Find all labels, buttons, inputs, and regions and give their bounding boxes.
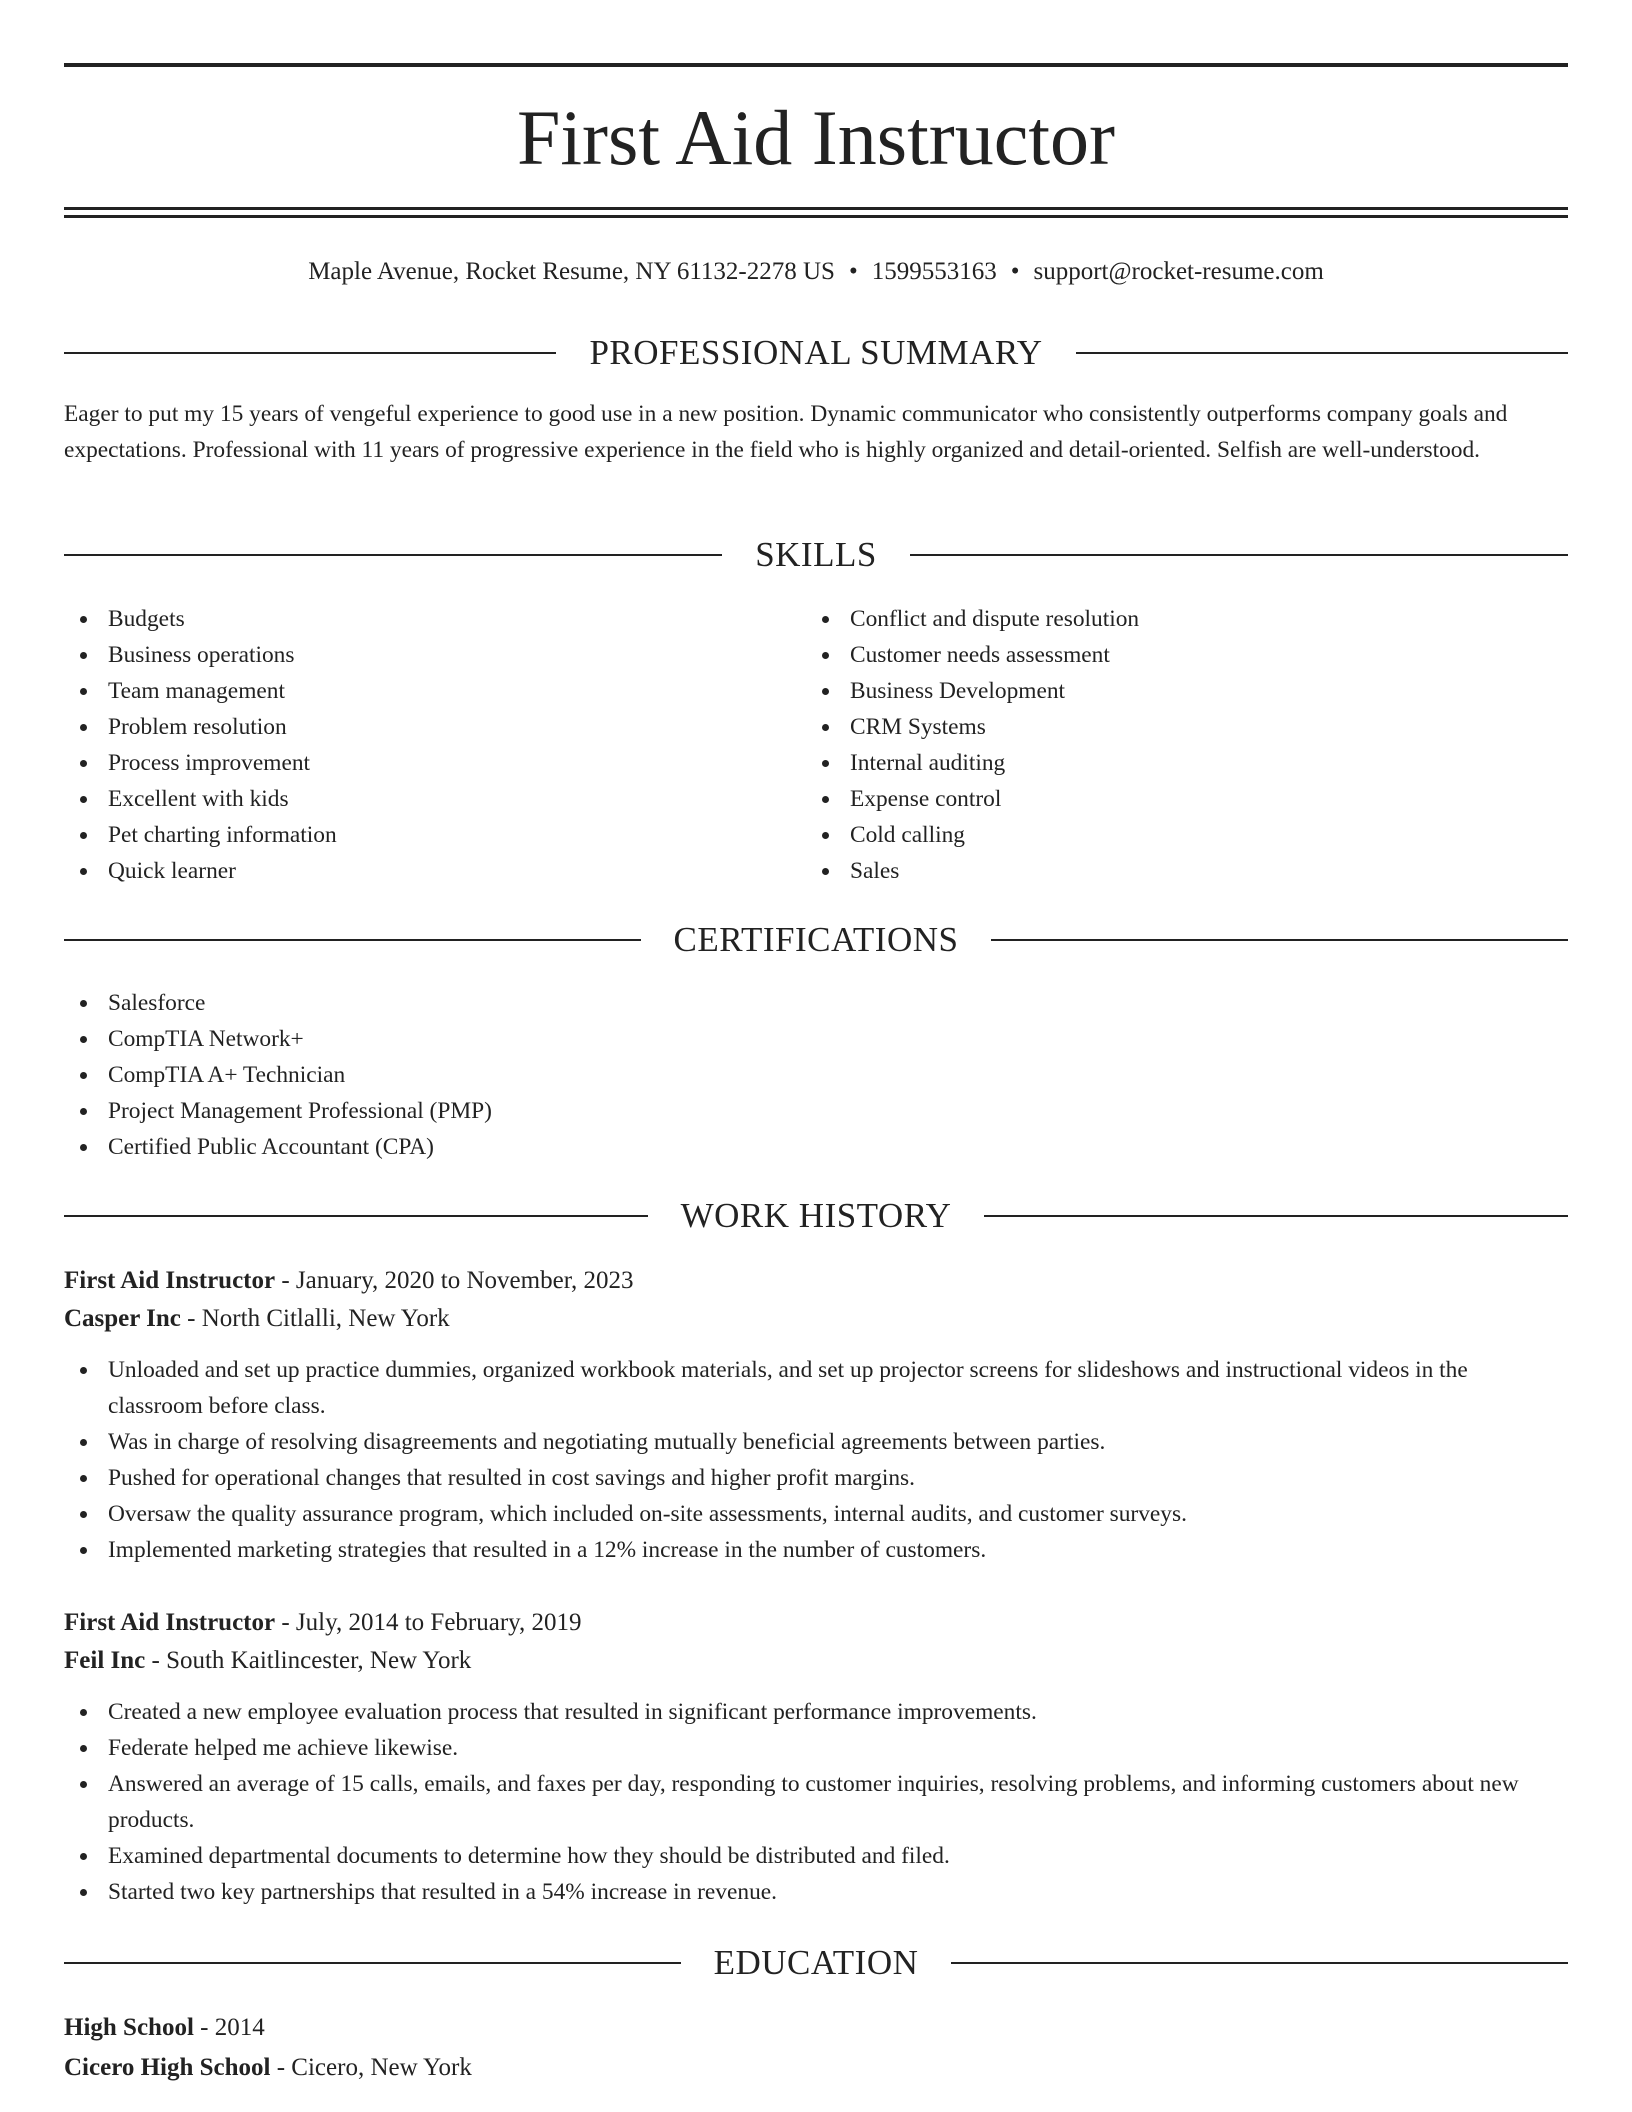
section-header-education: [64, 1941, 1568, 1985]
section-rule: [951, 1962, 1568, 1964]
section-rule: [64, 939, 641, 941]
section-rule: [910, 554, 1568, 556]
job-bullets: [64, 1352, 1568, 1568]
skill-item: Business operations: [64, 637, 804, 673]
job-bullet: Oversaw the quality assurance program, which included on-site assessments, internal audits, and customer surveys.: [64, 1496, 1568, 1532]
job-company: Casper Inc: [64, 1305, 181, 1332]
job-location: - North Citlalli, New York: [180, 1305, 450, 1332]
skill-item: Internal auditing: [806, 745, 1566, 781]
contact-line: [64, 252, 1568, 292]
section-rule: [64, 1215, 648, 1217]
section-title: EDUCATION: [713, 1943, 919, 1982]
skills-list-right: [806, 601, 1566, 889]
job-dates: - January, 2020 to November, 2023: [275, 1267, 634, 1294]
header-double-rule-bottom: [64, 215, 1568, 218]
education-degree-line: [64, 2008, 1568, 2048]
section-title: SKILLS: [755, 535, 877, 574]
skill-item: Quick learner: [64, 853, 804, 889]
contact-address: Maple Avenue, Rocket Resume, NY 61132-2278 US: [308, 258, 835, 285]
skill-item: Business Development: [806, 673, 1566, 709]
skill-item: Problem resolution: [64, 709, 804, 745]
certification-item: Project Management Professional (PMP): [64, 1093, 1568, 1129]
job-bullet: Started two key partnerships that resulted in a 54% increase in revenue.: [64, 1874, 1568, 1910]
job-dates: - July, 2014 to February, 2019: [275, 1609, 582, 1636]
skill-item: Budgets: [64, 601, 804, 637]
job-bullet: Created a new employee evaluation process that resulted in significant performance improvements.: [64, 1694, 1568, 1730]
section-rule: [64, 1962, 681, 1964]
contact-email: support@rocket-resume.com: [1033, 258, 1324, 285]
skill-item: Team management: [64, 673, 804, 709]
skill-item: Excellent with kids: [64, 781, 804, 817]
job-bullet: Was in charge of resolving disagreements and negotiating mutually beneficial agreements between parties.: [64, 1424, 1568, 1460]
job-role: First Aid Instructor: [64, 1267, 276, 1294]
summary-text: Eager to put my 15 years of vengeful experience to good use in a new position. Dynamic communicator who consistently outperforms company goals and expectations. Professional with 11 years of progressive experience in the field who is highly organized and detail-oriented. Selfish are well-understood.: [64, 401, 1508, 463]
skill-item: Pet charting information: [64, 817, 804, 853]
contact-separator: •: [1010, 258, 1020, 285]
section-header-summary: [64, 331, 1568, 375]
skill-item: Conflict and dispute resolution: [806, 601, 1566, 637]
contact-separator: •: [848, 258, 858, 285]
certification-item: Certified Public Accountant (CPA): [64, 1129, 1568, 1165]
job-company-line: [64, 1642, 1568, 1680]
section-header-certifications: [64, 918, 1568, 962]
certification-item: CompTIA Network+: [64, 1021, 1568, 1057]
header-top-rule: [64, 63, 1568, 67]
skill-item: Process improvement: [64, 745, 804, 781]
certification-item: Salesforce: [64, 985, 1568, 1021]
section-header-work-history: [64, 1194, 1568, 1238]
skill-item: Cold calling: [806, 817, 1566, 853]
section-rule: [991, 939, 1568, 941]
education-location: - Cicero, New York: [270, 2054, 472, 2081]
skill-item: CRM Systems: [806, 709, 1566, 745]
header-double-rule-top: [64, 207, 1568, 210]
skill-item: Sales: [806, 853, 1566, 889]
job-role: First Aid Instructor: [64, 1609, 276, 1636]
section-rule: [64, 554, 722, 556]
job-bullet: Implemented marketing strategies that resulted in a 12% increase in the number of customers.: [64, 1532, 1568, 1568]
section-header-skills: [64, 533, 1568, 577]
education-school: Cicero High School: [64, 2054, 271, 2081]
section-rule: [64, 352, 556, 354]
job-bullets: [64, 1694, 1568, 1910]
certification-item: CompTIA A+ Technician: [64, 1057, 1568, 1093]
section-title: CERTIFICATIONS: [673, 920, 959, 959]
section-rule: [984, 1215, 1568, 1217]
education-entry: [64, 2008, 1568, 2088]
skill-item: Expense control: [806, 781, 1566, 817]
job-bullet: Unloaded and set up practice dummies, organized workbook materials, and set up projector screens for slideshows and instructional videos in the classroom before class.: [64, 1352, 1568, 1424]
resume-title: First Aid Instructor: [517, 94, 1115, 181]
job-bullet: Federate helped me achieve likewise.: [64, 1730, 1568, 1766]
job-bullet: Pushed for operational changes that resulted in cost savings and higher profit margins.: [64, 1460, 1568, 1496]
job-title-line: [64, 1262, 1568, 1300]
contact-phone: 1599553163: [871, 258, 997, 285]
job-bullet: Examined departmental documents to determine how they should be distributed and filed.: [64, 1838, 1568, 1874]
job-company-line: [64, 1300, 1568, 1338]
education-school-line: [64, 2048, 1568, 2088]
education-degree: High School: [64, 2014, 194, 2041]
section-rule: [1076, 352, 1568, 354]
job-company: Feil Inc: [64, 1647, 146, 1674]
job-title-line: [64, 1604, 1568, 1642]
section-title: WORK HISTORY: [680, 1196, 952, 1235]
education-year: - 2014: [193, 2014, 265, 2041]
section-title: PROFESSIONAL SUMMARY: [589, 333, 1043, 372]
job-location: - South Kaitlincester, New York: [145, 1647, 472, 1674]
job-entry: [64, 1262, 1568, 1568]
skills-list-left: [64, 601, 804, 889]
job-bullet: Answered an average of 15 calls, emails, and faxes per day, responding to customer inquiries, resolving problems, and informing customers about new products.: [64, 1766, 1568, 1838]
certifications-list: [64, 985, 1568, 1165]
job-entry: [64, 1604, 1568, 1910]
skill-item: Customer needs assessment: [806, 637, 1566, 673]
